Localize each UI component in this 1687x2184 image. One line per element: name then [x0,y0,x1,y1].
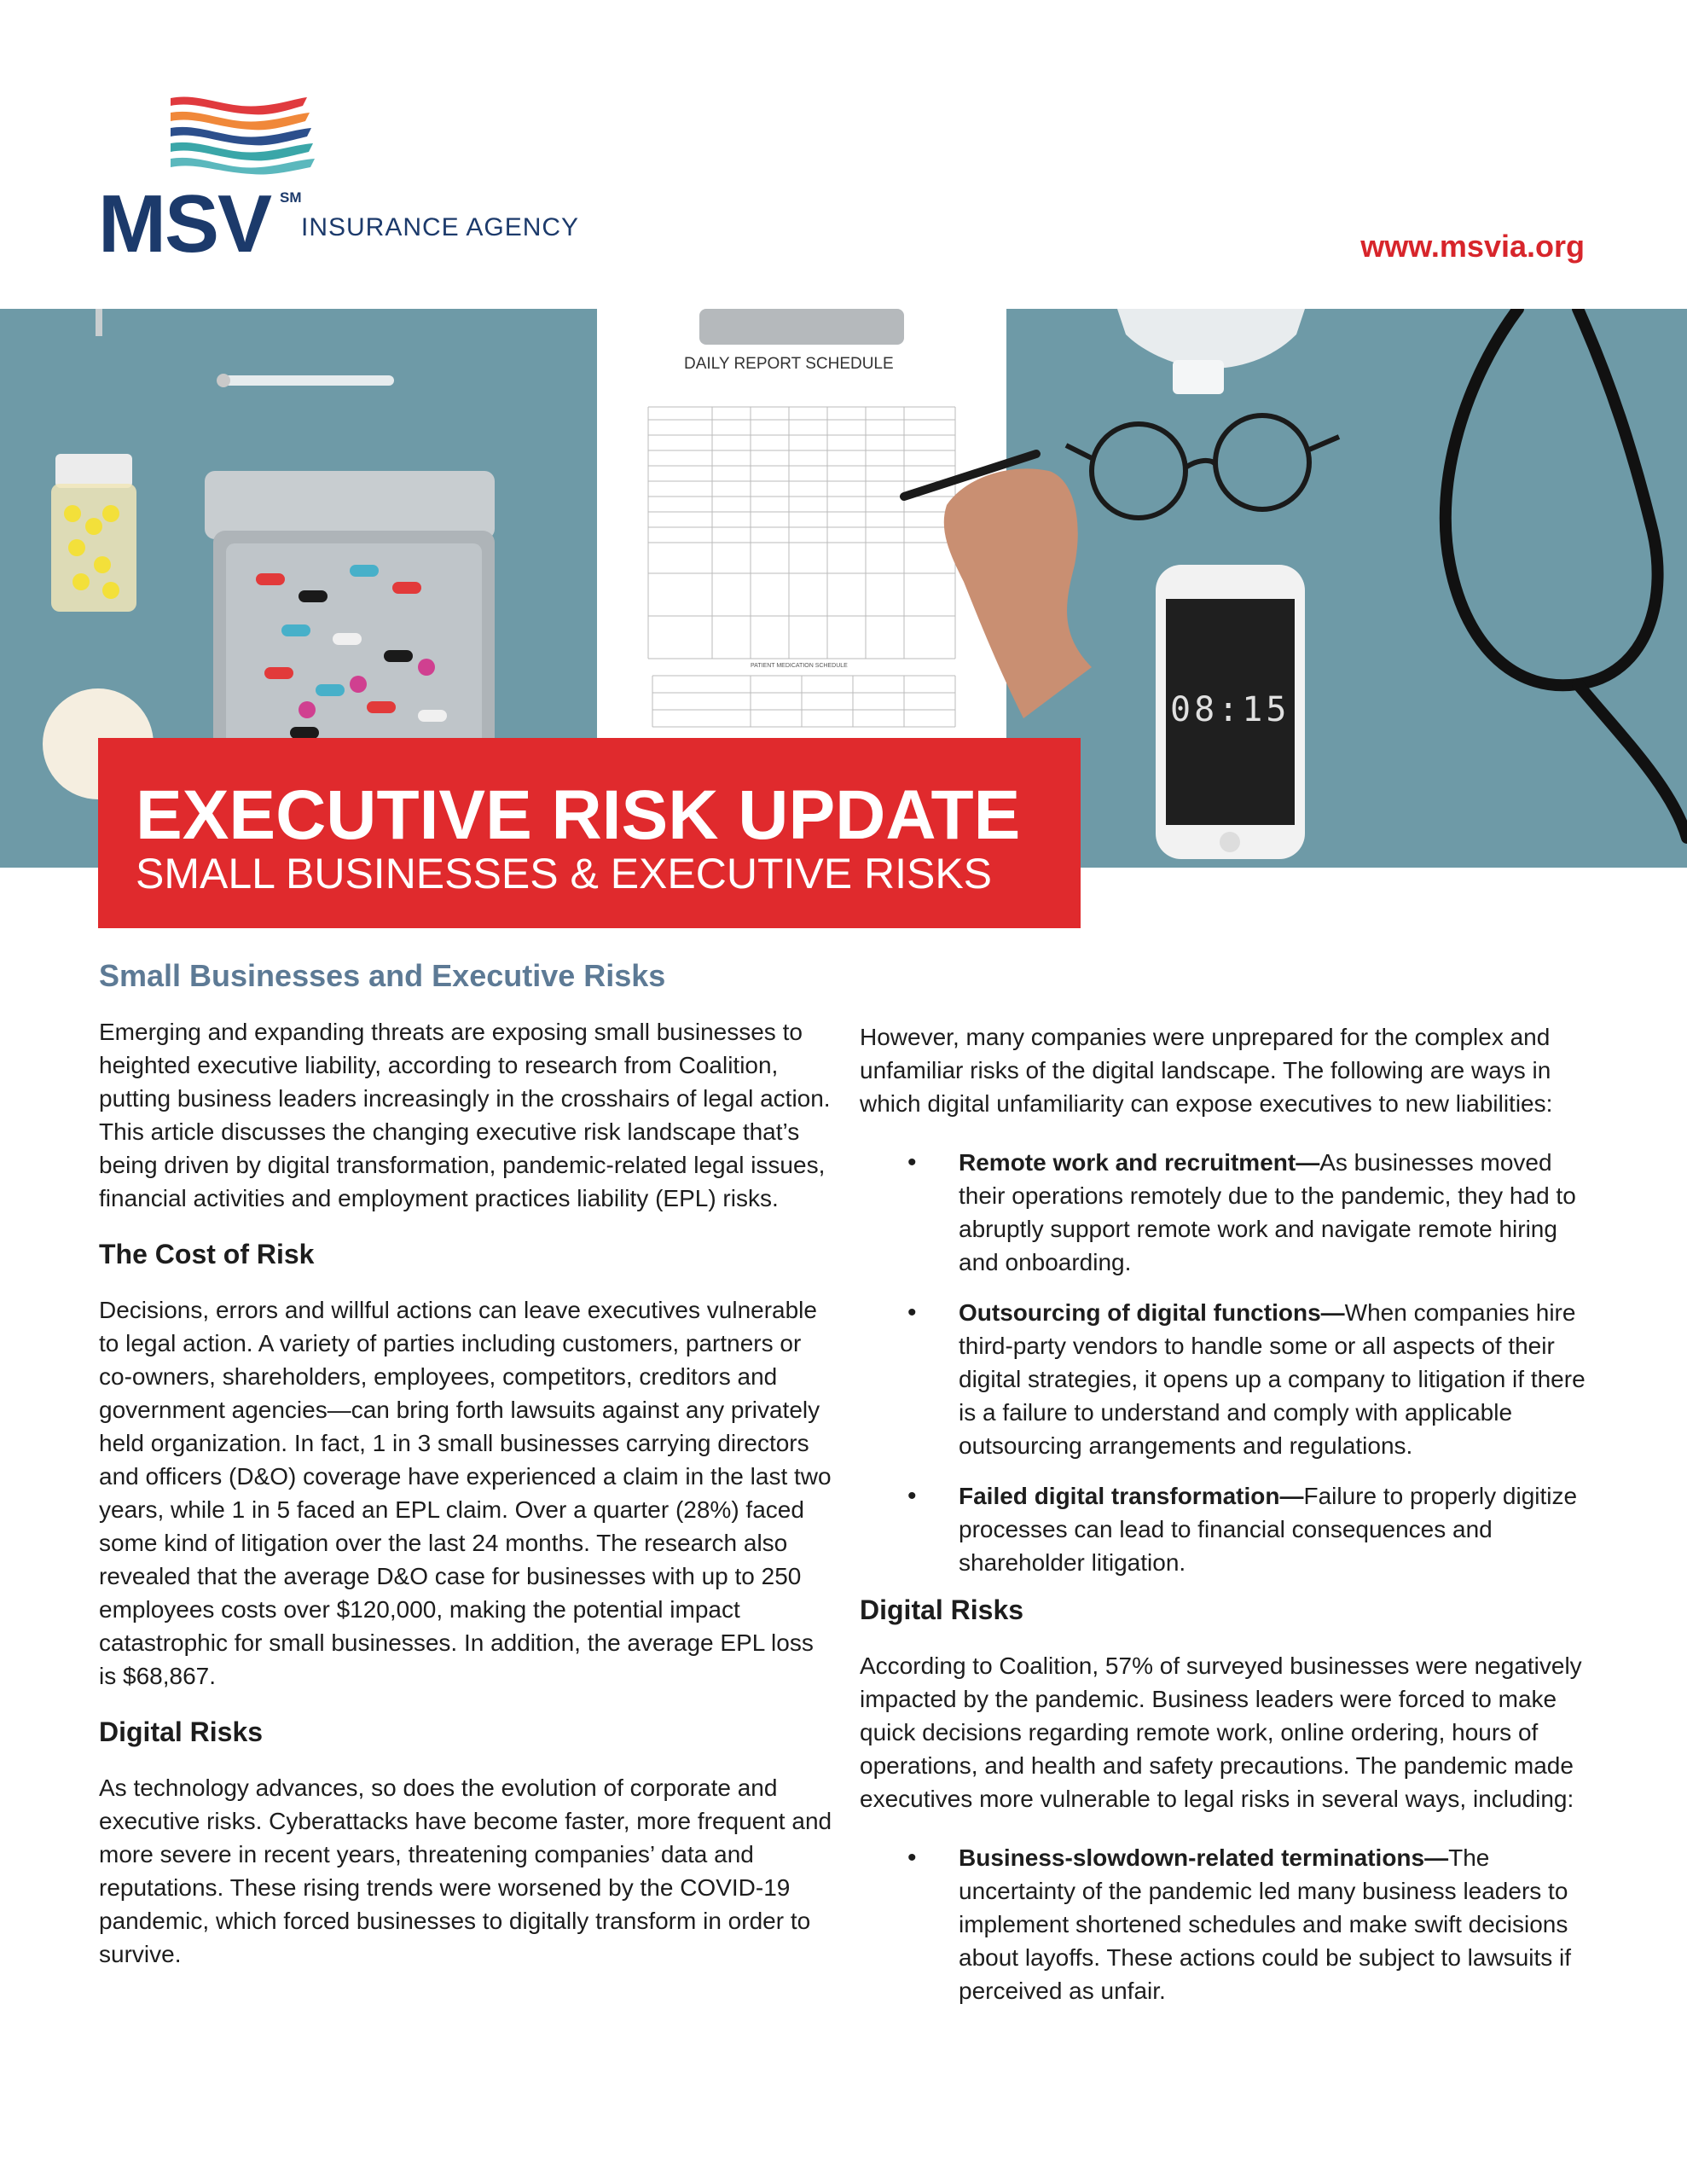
document-title: EXECUTIVE RISK UPDATE [136,776,1021,854]
list-item: • Outsourcing of digital functions—When companies hire third-party vendors to handle some or all aspects of their digital strategies, it opens up a company to litigation if there is a failure to understand and comply with applicable outsourcing arrangements and regulations. [860,1296,1589,1462]
pandemic-risks-list [860,1841,1589,2007]
digital-liabilities-list [860,1146,1589,1579]
right-digital-risks-paragraph: According to Coalition, 57% of surveyed businesses were negatively impacted by the pandemic. Business leaders were forced to make quick decisions regarding remote work, online ordering, hours of operations, and health and safety precautions. The pandemic made executives more vulnerable to legal risks in several ways, including: [860,1653,1582,1812]
website-link[interactable]: www.msvia.org [1360,229,1585,264]
bullet-icon: • [907,1148,917,1176]
digital-risks-paragraph: As technology advances, so does the evolution of corporate and executive risks. Cyberattacks have become faster, more frequent and more severe in recent years, threatening companies’ data and reputations. These rising trends were worsened by the COVID-19 pandemic, which forced businesses to digitally transform in order to survive. [99,1774,832,1967]
eyeglasses-icon [1066,415,1339,518]
title-banner [98,738,1081,928]
cost-of-risk-heading: The Cost of Risk [99,1239,315,1269]
pill-bottle-icon [51,454,136,612]
phone-time: 08:15 [1170,690,1290,729]
digital-risks-heading: Digital Risks [99,1716,264,1747]
clipboard-title: DAILY REPORT SCHEDULE [684,355,894,373]
smartphone-icon [1156,565,1305,859]
right-intro-paragraph: However, many companies were unprepared for the complex and unfamiliar risks of the digital landscape. The following are ways in which digital unfamiliarity can expose executives to new liabilities: [860,1024,1553,1117]
list-item: • Remote work and recruitment—As businesses moved their operations remotely due to the pandemic, they had to abruptly support remote work and navigate remote hiring and onboarding. [860,1146,1589,1279]
document-subtitle: SMALL BUSINESSES & EXECUTIVE RISKS [136,850,993,897]
bullet-icon: • [907,1298,917,1327]
list-item: • Business-slowdown-related terminations—The uncertainty of the pandemic led many business leaders to implement shortened schedules and make swift decisions about layoffs. These actions could be subject to lawsuits if perceived as unfair. [860,1841,1589,2007]
right-digital-risks-heading: Digital Risks [860,1594,1024,1625]
logo-text: MSV [98,178,271,270]
stethoscope-icon [1446,309,1687,838]
right-column [860,1020,1589,2024]
intro-paragraph: Emerging and expanding threats are exposing small businesses to heighted executive liability, according to research from Coalition, putting business leaders increasingly in the crosshairs of legal action. This article discusses the changing executive risk landscape that’s being driven by digital transformation, pandemic-related legal issues, financial activities and employment practices liability (EPL) risks. [99,1019,831,1211]
cost-of-risk-paragraph: Decisions, errors and willful actions can leave executives vulnerable to legal action. A variety of parties including customers, partners or co-owners, shareholders, employees, competitors, creditors and government agencies—can bring forth lawsuits against any privately held organization. In fact, 1 in 3 small businesses carrying directors and officers (D&O) coverage have experienced a claim in the last two years, while 1 in 5 faced an EPL claim. Over a quarter (28%) faced some kind of litigation over the last 24 months. The research also revealed that the average D&O case for businesses with up to 250 employees costs over $120,000, making the potential impact catastrophic for small businesses. In addition, the average EPL loss is $68,867. [99,1297,832,1689]
clipboard-subtitle: PATIENT MEDICATION SCHEDULE [751,663,848,669]
list-item: • Failed digital transformation—Failure to properly digitize processes can lead to financial consequences and shareholder litigation. [860,1479,1589,1579]
section-title: Small Businesses and Executive Risks [99,958,666,993]
bullet-icon: • [907,1482,917,1510]
bullet-icon: • [907,1844,917,1872]
logo-sm-mark: SM [280,189,302,206]
logo-agency-text: INSURANCE AGENCY [301,213,580,241]
msv-logo [98,94,580,270]
thermometer-icon [217,374,394,387]
left-column [99,957,832,1984]
flag-logo-icon [166,94,316,175]
